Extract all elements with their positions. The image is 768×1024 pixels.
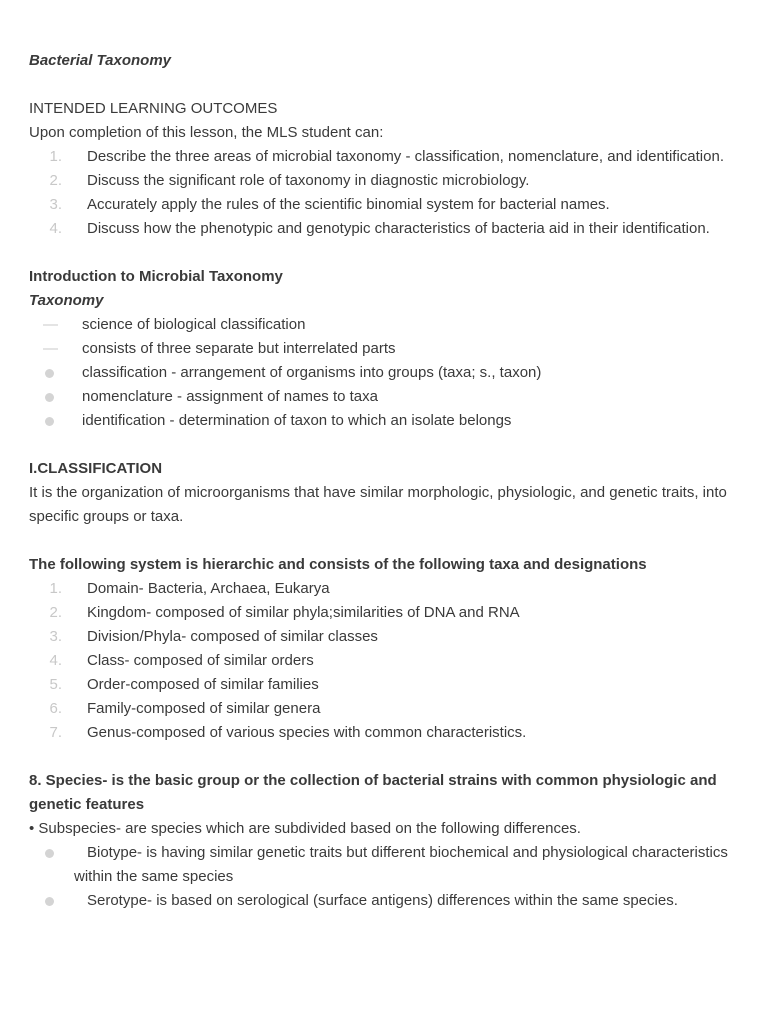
taxa-list xyxy=(29,577,740,745)
taxa-item-text: Family-composed of similar genera xyxy=(87,700,321,717)
taxa-item xyxy=(29,649,740,673)
list-item xyxy=(29,385,740,409)
list-item-text: consists of three separate but interrelated parts xyxy=(82,340,396,357)
list-item-text: Biotype- is having similar genetic traits but different biochemical and physiological characteristics within the same species xyxy=(74,844,728,885)
taxonomy-list xyxy=(29,313,740,433)
spacer xyxy=(29,745,740,769)
taxa-item-text: Kingdom- composed of similar phyla;similarities of DNA and RNA xyxy=(87,604,520,621)
intro-heading: Introduction to Microbial Taxonomy xyxy=(29,268,283,285)
taxa-item xyxy=(29,697,740,721)
ilo-item xyxy=(29,193,740,217)
list-item xyxy=(29,889,740,913)
list-number: 3. xyxy=(49,196,62,213)
subspecies-line: • Subspecies- are species which are subdivided based on the following differences. xyxy=(29,820,581,837)
taxa-item-text: Genus-composed of various species with common characteristics. xyxy=(87,724,527,741)
dash-marker: — xyxy=(43,316,58,333)
list-number: 1. xyxy=(49,580,62,597)
list-number: 1. xyxy=(49,148,62,165)
bullet-icon xyxy=(45,849,54,858)
classification-heading: I.CLASSIFICATION xyxy=(29,460,163,477)
classification-paragraph: It is the organization of microorganisms that have similar morphologic, physiologic, and genetic traits, into specific groups or taxa. xyxy=(29,484,727,525)
list-item-text: nomenclature - assignment of names to taxa xyxy=(82,388,378,405)
list-item xyxy=(29,337,740,361)
taxa-item xyxy=(29,601,740,625)
taxa-item xyxy=(29,577,740,601)
ilo-list xyxy=(29,145,740,241)
list-item-text: Serotype- is based on serological (surface antigens) differences within the same species. xyxy=(87,892,678,909)
hierarchy-heading: The following system is hierarchic and consists of the following taxa and designations xyxy=(29,556,647,573)
species-heading: 8. Species- is the basic group or the collection of bacterial strains with common physiologic and genetic features xyxy=(29,772,717,813)
taxa-item-text: Order-composed of similar families xyxy=(87,676,319,693)
list-number: 5. xyxy=(49,676,62,693)
subspecies-list xyxy=(29,841,740,913)
ilo-item-text: Discuss how the phenotypic and genotypic characteristics of bacteria aid in their identification. xyxy=(87,220,710,237)
bullet-icon xyxy=(45,393,54,402)
list-number: 3. xyxy=(49,628,62,645)
bullet-icon xyxy=(45,369,54,378)
spacer xyxy=(29,73,740,97)
ilo-intro: Upon completion of this lesson, the MLS student can: xyxy=(29,124,384,141)
taxa-item xyxy=(29,673,740,697)
bullet-icon xyxy=(45,417,54,426)
list-item xyxy=(29,361,740,385)
bullet-icon xyxy=(45,897,54,906)
taxa-item xyxy=(29,625,740,649)
list-number: 6. xyxy=(49,700,62,717)
list-item-text: identification - determination of taxon to which an isolate belongs xyxy=(82,412,512,429)
list-number: 2. xyxy=(49,172,62,189)
taxa-item-text: Division/Phyla- composed of similar classes xyxy=(87,628,378,645)
spacer xyxy=(29,241,740,265)
list-number: 2. xyxy=(49,604,62,621)
list-number: 4. xyxy=(49,220,62,237)
list-item xyxy=(29,313,740,337)
ilo-item xyxy=(29,169,740,193)
taxa-item xyxy=(29,721,740,745)
taxa-item-text: Class- composed of similar orders xyxy=(87,652,314,669)
ilo-item-text: Discuss the significant role of taxonomy in diagnostic microbiology. xyxy=(87,172,530,189)
ilo-item xyxy=(29,145,740,169)
document-title: Bacterial Taxonomy xyxy=(29,52,171,69)
spacer xyxy=(29,529,740,553)
ilo-heading: INTENDED LEARNING OUTCOMES xyxy=(29,100,278,117)
list-item xyxy=(29,841,740,889)
list-number: 4. xyxy=(49,652,62,669)
list-item-text: classification - arrangement of organisms into groups (taxa; s., taxon) xyxy=(82,364,542,381)
ilo-item xyxy=(29,217,740,241)
taxa-item-text: Domain- Bacteria, Archaea, Eukarya xyxy=(87,580,330,597)
ilo-item-text: Accurately apply the rules of the scientific binomial system for bacterial names. xyxy=(87,196,610,213)
taxonomy-subheading: Taxonomy xyxy=(29,292,104,309)
spacer xyxy=(29,433,740,457)
list-number: 7. xyxy=(49,724,62,741)
list-item xyxy=(29,409,740,433)
dash-marker: — xyxy=(43,340,58,357)
list-item-text: science of biological classification xyxy=(82,316,306,333)
ilo-item-text: Describe the three areas of microbial taxonomy - classification, nomenclature, and identification. xyxy=(87,148,724,165)
